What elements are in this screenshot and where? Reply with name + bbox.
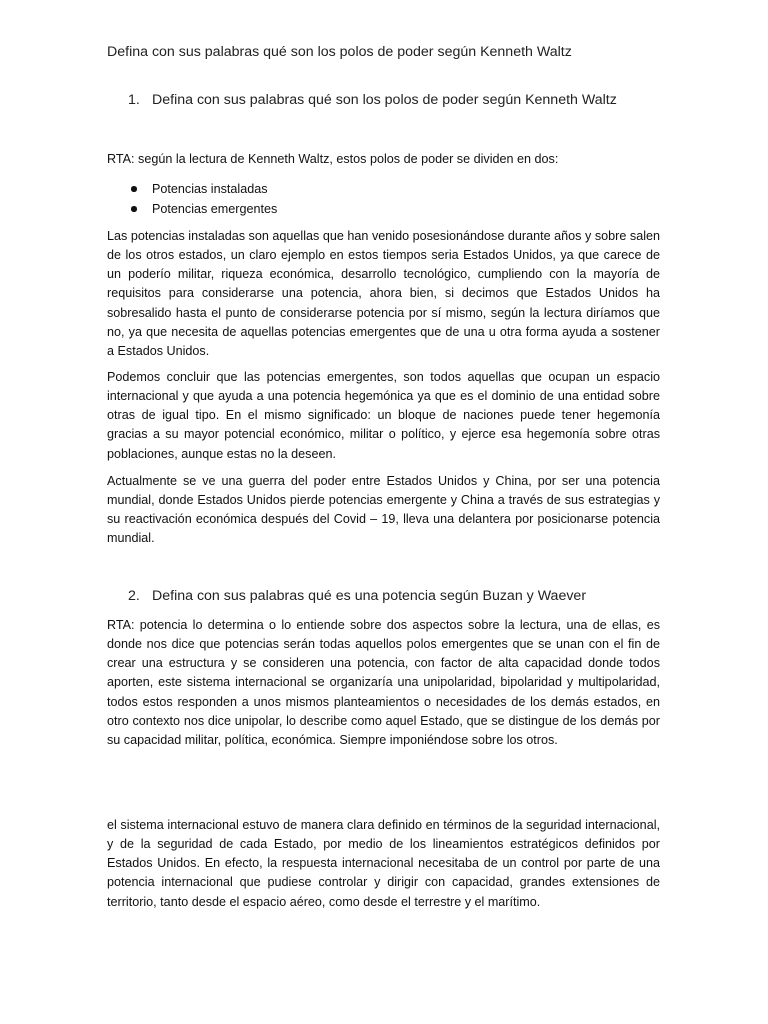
bullet-icon	[131, 186, 137, 192]
document-title: Defina con sus palabras qué son los polos de poder según Kenneth Waltz	[107, 44, 572, 60]
paragraph-instaladas: Las potencias instaladas son aquellas que han venido posesionándose durante años y sobre salen de los otros estados, un claro ejemplo en estos tiempos seria Estados Unidos, ya que carece de un poderío militar, riqueza económica, desarrollo tecnológico, cumpliendo con la mayoría de requisitos para considerarse una potencia, ahora bien, si decimos que Estados Unidos ha sobresalido hasta el punto de considerarse potencia por sí mismo, según la lectura diríamos que no, ya que necesita de aquellas potencias emergentes que de una u otra forma ayuda a sostener a Estados Unidos.	[107, 229, 660, 358]
bullet-list	[107, 179, 277, 219]
bullet-icon	[131, 206, 137, 212]
question-2-number: 2.	[128, 588, 140, 604]
paragraph-sistema-internacional: el sistema internacional estuvo de manera clara definido en términos de la seguridad internacional, y de la seguridad de cada Estado, por medio de los lineamientos estratégicos definidos por Estados Unidos. En efecto, la respuesta internacional necesitaba de un control por parte de una potencia internacional que pudiese controlar y dirigir con capacidad, grandes extensiones de territorio, tanto desde el espacio aéreo, como desde el terrestre y el marítimo.	[107, 818, 660, 909]
bullet-item-label: Potencias emergentes	[152, 202, 278, 216]
bullet-item-label: Potencias instaladas	[152, 182, 268, 196]
question-1	[128, 92, 617, 108]
answer-2-paragraph: RTA: potencia lo determina o lo entiende sobre dos aspectos sobre la lectura, una de ellas, es donde nos dice que potencias serán todas aquellos polos emergentes que se unan con el fin de crear una estructura y se consideren una potencia, con factor de alta capacidad donde todos aporten, este sistema internacional se organizaría una unipolaridad, bipolaridad y multipolaridad, todos estos responden a unos mismos planteamientos o necesidades de los demás estados, en otro contexto nos dice unipolar, lo describe como aquel Estado, que se distingue de los demás por su capacidad militar, política, económica. Siempre imponiéndose sobre los otros.	[107, 618, 660, 747]
paragraph-emergentes: Podemos concluir que las potencias emergentes, son todos aquellas que ocupan un espacio internacional y que ayuda a una potencia hegemónica ya que es el dominio de una entidad sobre otras de igual tipo. En el mismo significado: un bloque de naciones puede tener hegemonía gracias a su mayor potencial económico, militar o político, y ejerce esa hegemonía sobre otras poblaciones, aunque estas no la deseen.	[107, 370, 660, 461]
question-1-number: 1.	[128, 92, 140, 108]
bullet-item	[107, 199, 277, 219]
question-2	[128, 588, 586, 604]
paragraph-guerra-poder: Actualmente se ve una guerra del poder entre Estados Unidos y China, por ser una potencia mundial, donde Estados Unidos pierde potencias emergente y China a través de sus estrategias y su reactivación económica después del Covid – 19, lleva una delantera por posicionarse potencia mundial.	[107, 474, 660, 546]
bullet-item	[107, 179, 277, 199]
question-1-text: Defina con sus palabras qué son los polos de poder según Kenneth Waltz	[152, 92, 617, 108]
question-2-text: Defina con sus palabras qué es una potencia según Buzan y Waever	[152, 588, 587, 604]
answer-1-intro: RTA: según la lectura de Kenneth Waltz, estos polos de poder se dividen en dos:	[107, 152, 559, 166]
